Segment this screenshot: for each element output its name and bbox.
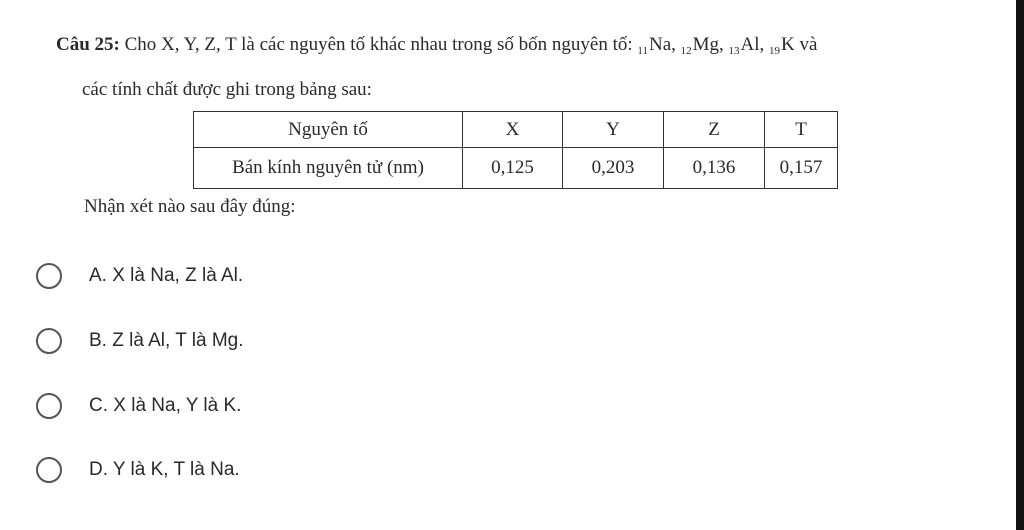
element-symbol-mg: Mg xyxy=(692,34,720,55)
table-cell: 0,136 xyxy=(664,148,765,189)
answer-option-label: C. X là Na, Y là K. xyxy=(89,395,242,416)
answer-option-d[interactable] xyxy=(36,455,240,485)
answer-option-c[interactable] xyxy=(36,391,241,421)
table-header-cell: X xyxy=(463,112,563,148)
table-header-cell: Z xyxy=(664,112,765,148)
table-cell: 0,125 xyxy=(463,148,563,189)
table-cell: 0,157 xyxy=(765,148,838,189)
table-header-row xyxy=(194,112,838,148)
table-header-cell: Nguyên tố xyxy=(194,112,463,148)
table-cell: 0,203 xyxy=(563,148,664,189)
question-number: Câu 25: xyxy=(56,34,120,55)
table-row xyxy=(194,148,838,189)
radio-button-icon[interactable] xyxy=(36,263,62,289)
radio-button-icon[interactable] xyxy=(36,328,62,354)
atomic-number-na: 11 xyxy=(637,45,648,57)
right-edge-border xyxy=(1016,0,1024,530)
atomic-number-al: 13 xyxy=(728,45,740,57)
atomic-radius-table xyxy=(193,111,838,189)
answer-option-label: D. Y là K, T là Na. xyxy=(89,459,240,480)
element-separator: , xyxy=(671,34,681,55)
question-stem: Cho X, Y, Z, T là các nguyên tố khác nhau trong số bốn nguyên tố: xyxy=(119,34,638,55)
answer-option-label: B. Z là Al, T là Mg. xyxy=(89,330,244,351)
atomic-number-k: 19 xyxy=(769,45,781,57)
element-symbol-na: Na xyxy=(648,34,672,55)
element-separator: và xyxy=(794,34,818,55)
question-line-2: các tính chất được ghi trong bảng sau: xyxy=(82,79,372,100)
element-separator: , xyxy=(719,34,729,55)
element-symbol-al: Al xyxy=(740,34,760,55)
answer-option-b[interactable] xyxy=(36,326,244,356)
table-header-cell: Y xyxy=(563,112,664,148)
atomic-number-mg: 12 xyxy=(680,45,692,57)
element-separator: , xyxy=(759,34,770,55)
element-symbol-k: K xyxy=(781,34,795,55)
question-text xyxy=(56,32,1001,102)
answer-option-label: A. X là Na, Z là Al. xyxy=(89,265,244,286)
question-prompt: Nhận xét nào sau đây đúng: xyxy=(84,196,296,217)
radio-button-icon[interactable] xyxy=(36,457,62,483)
answer-option-a[interactable] xyxy=(36,261,243,291)
question-line-1 xyxy=(56,32,1001,60)
table-cell: Bán kính nguyên tử (nm) xyxy=(194,148,463,189)
radio-button-icon[interactable] xyxy=(36,393,62,419)
table-header-cell: T xyxy=(765,112,838,148)
